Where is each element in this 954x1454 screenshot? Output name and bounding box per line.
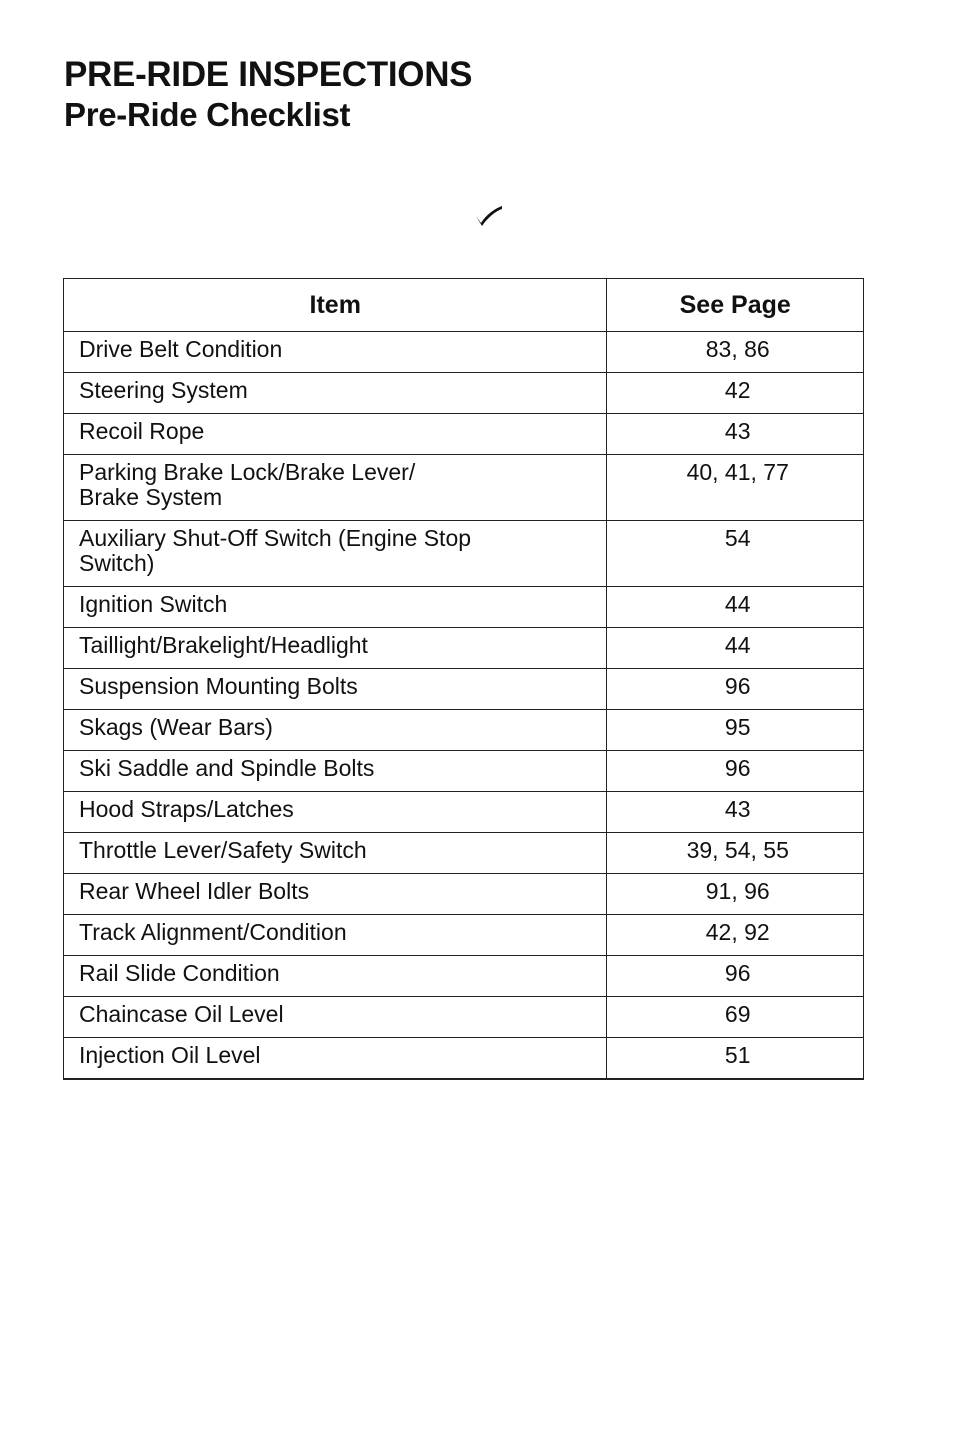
see-page-cell: 42 — [607, 373, 864, 414]
item-cell: Steering System — [64, 373, 607, 414]
table-row — [64, 833, 864, 874]
item-cell: Taillight/Brakelight/Headlight — [64, 628, 607, 669]
item-cell: Skags (Wear Bars) — [64, 710, 607, 751]
table-row — [64, 587, 864, 628]
table-header-row — [64, 279, 864, 332]
table-row — [64, 669, 864, 710]
table-row — [64, 874, 864, 915]
item-cell — [64, 521, 607, 587]
table-row — [64, 414, 864, 455]
see-page-cell: 96 — [607, 751, 864, 792]
table-row — [64, 710, 864, 751]
table-row — [64, 455, 864, 521]
column-header-see-page: See Page — [607, 279, 864, 332]
see-page-cell: 44 — [607, 587, 864, 628]
item-text-line: Switch) — [79, 550, 155, 576]
see-page-cell: 91, 96 — [607, 874, 864, 915]
see-page-cell: 83, 86 — [607, 332, 864, 373]
item-cell: Throttle Lever/Safety Switch — [64, 833, 607, 874]
item-cell: Chaincase Oil Level — [64, 997, 607, 1038]
see-page-cell: 42, 92 — [607, 915, 864, 956]
item-cell: Track Alignment/Condition — [64, 915, 607, 956]
item-text-line: Auxiliary Shut-Off Switch (Engine Stop — [79, 525, 472, 551]
see-page-cell: 95 — [607, 710, 864, 751]
table-row — [64, 521, 864, 587]
table-row — [64, 792, 864, 833]
item-cell: Recoil Rope — [64, 414, 607, 455]
table-row — [64, 1038, 864, 1080]
page-subtitle: Pre-Ride Checklist — [64, 96, 351, 133]
item-cell: Ski Saddle and Spindle Bolts — [64, 751, 607, 792]
item-cell: Injection Oil Level — [64, 1038, 607, 1080]
see-page-cell: 96 — [607, 669, 864, 710]
item-text-line: Brake System — [79, 484, 223, 510]
item-cell: Ignition Switch — [64, 587, 607, 628]
table-row — [64, 915, 864, 956]
item-cell: Rail Slide Condition — [64, 956, 607, 997]
table-row — [64, 751, 864, 792]
item-cell: Suspension Mounting Bolts — [64, 669, 607, 710]
table-row — [64, 373, 864, 414]
see-page-cell: 43 — [607, 792, 864, 833]
item-text-line: Parking Brake Lock/Brake Lever/ — [79, 459, 416, 485]
see-page-cell: 43 — [607, 414, 864, 455]
item-cell: Rear Wheel Idler Bolts — [64, 874, 607, 915]
see-page-cell: 96 — [607, 956, 864, 997]
see-page-cell: 44 — [607, 628, 864, 669]
checkmark-icon — [472, 200, 506, 230]
item-cell: Hood Straps/Latches — [64, 792, 607, 833]
pre-ride-checklist-table — [63, 278, 864, 1080]
see-page-cell: 40, 41, 77 — [607, 455, 864, 521]
table-row — [64, 628, 864, 669]
see-page-cell: 51 — [607, 1038, 864, 1080]
item-cell — [64, 455, 607, 521]
item-cell: Drive Belt Condition — [64, 332, 607, 373]
see-page-cell: 54 — [607, 521, 864, 587]
see-page-cell: 39, 54, 55 — [607, 833, 864, 874]
see-page-cell: 69 — [607, 997, 864, 1038]
table-row — [64, 956, 864, 997]
page-title: PRE-RIDE INSPECTIONS — [64, 55, 473, 94]
column-header-item: Item — [64, 279, 607, 332]
table-row — [64, 997, 864, 1038]
table-row — [64, 332, 864, 373]
